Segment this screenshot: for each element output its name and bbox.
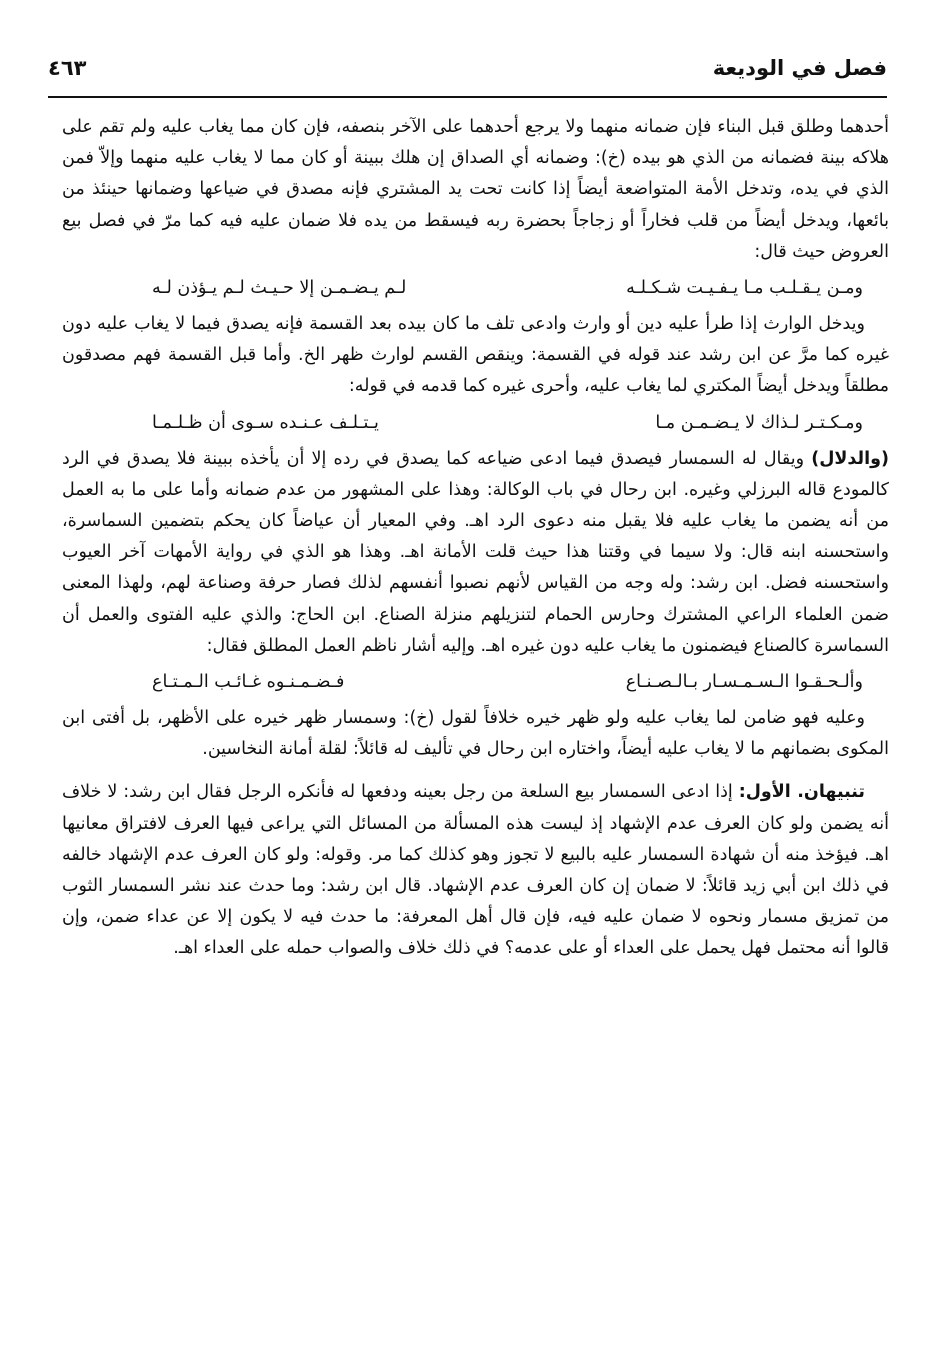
page-number: ٤٦٣ bbox=[48, 56, 87, 80]
paragraph-5-text: إذا ادعى السمسار بيع السلعة من رجل بعينه ودفعها له فأنكره الرجل فقال ابن رشد: لا خلاف أنه يضمن ولو كان العرف عدم الإشهاد إذ ليست هذه المسألة من المسائل التي يراعى فيها العرف لافتراق معانيها اهـ. فيؤخذ منه أن شهادة السمسار عليه بالبيع لا تجوز وهو كذلك كما مر. وقوله: ولو كان العرف عدم الإشهاد خالفه في ذلك ابن أبي زيد قائلاً: لا ضمان إن كان العرف عدم الإشهاد. قال ابن رشد: وما حدث عند نشر السمسار الثوب من تمزيق مسمار ونحوه لا ضمان عليه فيه، فإن قال أهل المعرفة: ما حدث فيه لا يكون إلا عن عداء ضمن، وإن قالوا أنه محتمل فهل يحمل على العداء أو على عدمه؟ في ذلك خلاف والصواب حمله على العداء اهـ. bbox=[62, 782, 889, 959]
paragraph-5 bbox=[62, 777, 889, 964]
verse-1 bbox=[62, 268, 889, 309]
term-heading-dallal: (والدلال) bbox=[811, 448, 889, 469]
paragraph-3-text: ويقال له السمسار فيصدق فيما ادعى ضياعه كما يصدق في رده إلا أن يأخذه ببينة فلا يصدق في الرد كالمودع قاله البرزلي وغيره. ابن رحال في باب الوكالة: وهذا على المشهور من عدم ضمانه وأما على ما به العمل من أنه يضمن ما يغاب عليه فلا يقبل منه دعوى الرد اهـ. وفي المعيار أن عياضاً كان يحكم بتضمين السماسرة، واستحسنه ابنه قال: ولا سيما في وقتنا هذا حيث قلت الأمانة اهـ. وهذا هو الذي في رواية الأمهات آخر العيوب واستحسنه فضل. ابن رشد: وله وجه من القياس لأنهم نصبوا أنفسهم لذلك فصار حرفة وصناعة لهم، ولهذا المعنى ضمن العلماء الراعي المشترك وحارس الحمام لتنزيلهم منزلة الصناع. ابن الحاج: والذي عليه الفتوى والعمل أن السماسرة كالصناع فيضمنون ما يغاب عليه دون غيره اهـ. وإليه أشار ناظم العمل المطلق فقال: bbox=[62, 448, 889, 656]
section-gap bbox=[62, 765, 889, 777]
verse-3-second-hemistich: فـضـمـنـوه غـائـب الـمـتـاع bbox=[152, 672, 345, 693]
notes-heading: تنبيهان. الأول: bbox=[738, 782, 865, 803]
page-body bbox=[62, 112, 889, 965]
paragraph-4: وعليه فهو ضامن لما يغاب عليه ولو ظهر خيره خلافاً لقول (خ): وسمسار ظهر خيره على الأظهر، بل أفتى ابن المكوى بضمانهم ما لا يغاب عليه أيضاً، واختاره ابن رحال في تأليف له قائلاً: لقلة أمانة النخاسين. bbox=[62, 708, 889, 760]
verse-3 bbox=[62, 662, 889, 703]
chapter-title: فصل في الوديعة bbox=[712, 56, 887, 80]
verse-1-first-hemistich: ومـن يـقـلـب مـا يـفـيـت شـكـلـه bbox=[626, 278, 863, 299]
running-header bbox=[48, 52, 887, 92]
paragraph-3 bbox=[62, 444, 889, 662]
verse-2-second-hemistich: يـتـلـف عـنـده سـوى أن ظـلـمـا bbox=[152, 412, 379, 433]
header-divider bbox=[48, 96, 887, 98]
verse-3-first-hemistich: وألـحـقـوا الـسـمـسـار بـالـصـنـاع bbox=[625, 672, 863, 693]
paragraph-1: أحدهما وطلق قبل البناء فإن ضمانه منهما ولا يرجع أحدهما على الآخر بنصفه، فإن كان مما يغاب عليه ولم تقم على هلاكه بينة فضمانه من الذي هو بيده (خ): وضمانه أي الصداق إن هلك ببينة أو كان مما لا يغاب عليه منهما وإلاّ فمن الذي في يده، وتدخل الأمة المتواضعة أيضاً إذا كانت تحت يد المشتري فإنه مصدق في ضياعها وضمانها حينئذ من بائعها، ويدخل أيضاً من قلب فخاراً أو زجاجاً بحضرة ربه فيسقط من يده فلا ضمان عليه فيه كما مرّ في فصل بيع العروض حيث قال: bbox=[62, 117, 889, 262]
verse-1-second-hemistich: لـم يـضـمـن إلا حـيـث لـم يـؤذن لـه bbox=[152, 278, 407, 299]
paragraph-2: ويدخل الوارث إذا طرأ عليه دين أو وارث وادعى تلف ما كان بيده بعد القسمة فإنه يصدق فيما لا يغاب عليه دون غيره كما مرَّ عن ابن رشد عند قوله في القسمة: وينقص القسم لوارث ظهر الخ. وأما قبل القسمة فهم مصدقون مطلقاً ويدخل أيضاً المكتري لما يغاب عليه، وأحرى غيره كما قدمه في قوله: bbox=[62, 314, 889, 397]
verse-2 bbox=[62, 403, 889, 444]
verse-2-first-hemistich: ومـكـتـر لـذاك لا يـضـمـن مـا bbox=[655, 412, 863, 433]
